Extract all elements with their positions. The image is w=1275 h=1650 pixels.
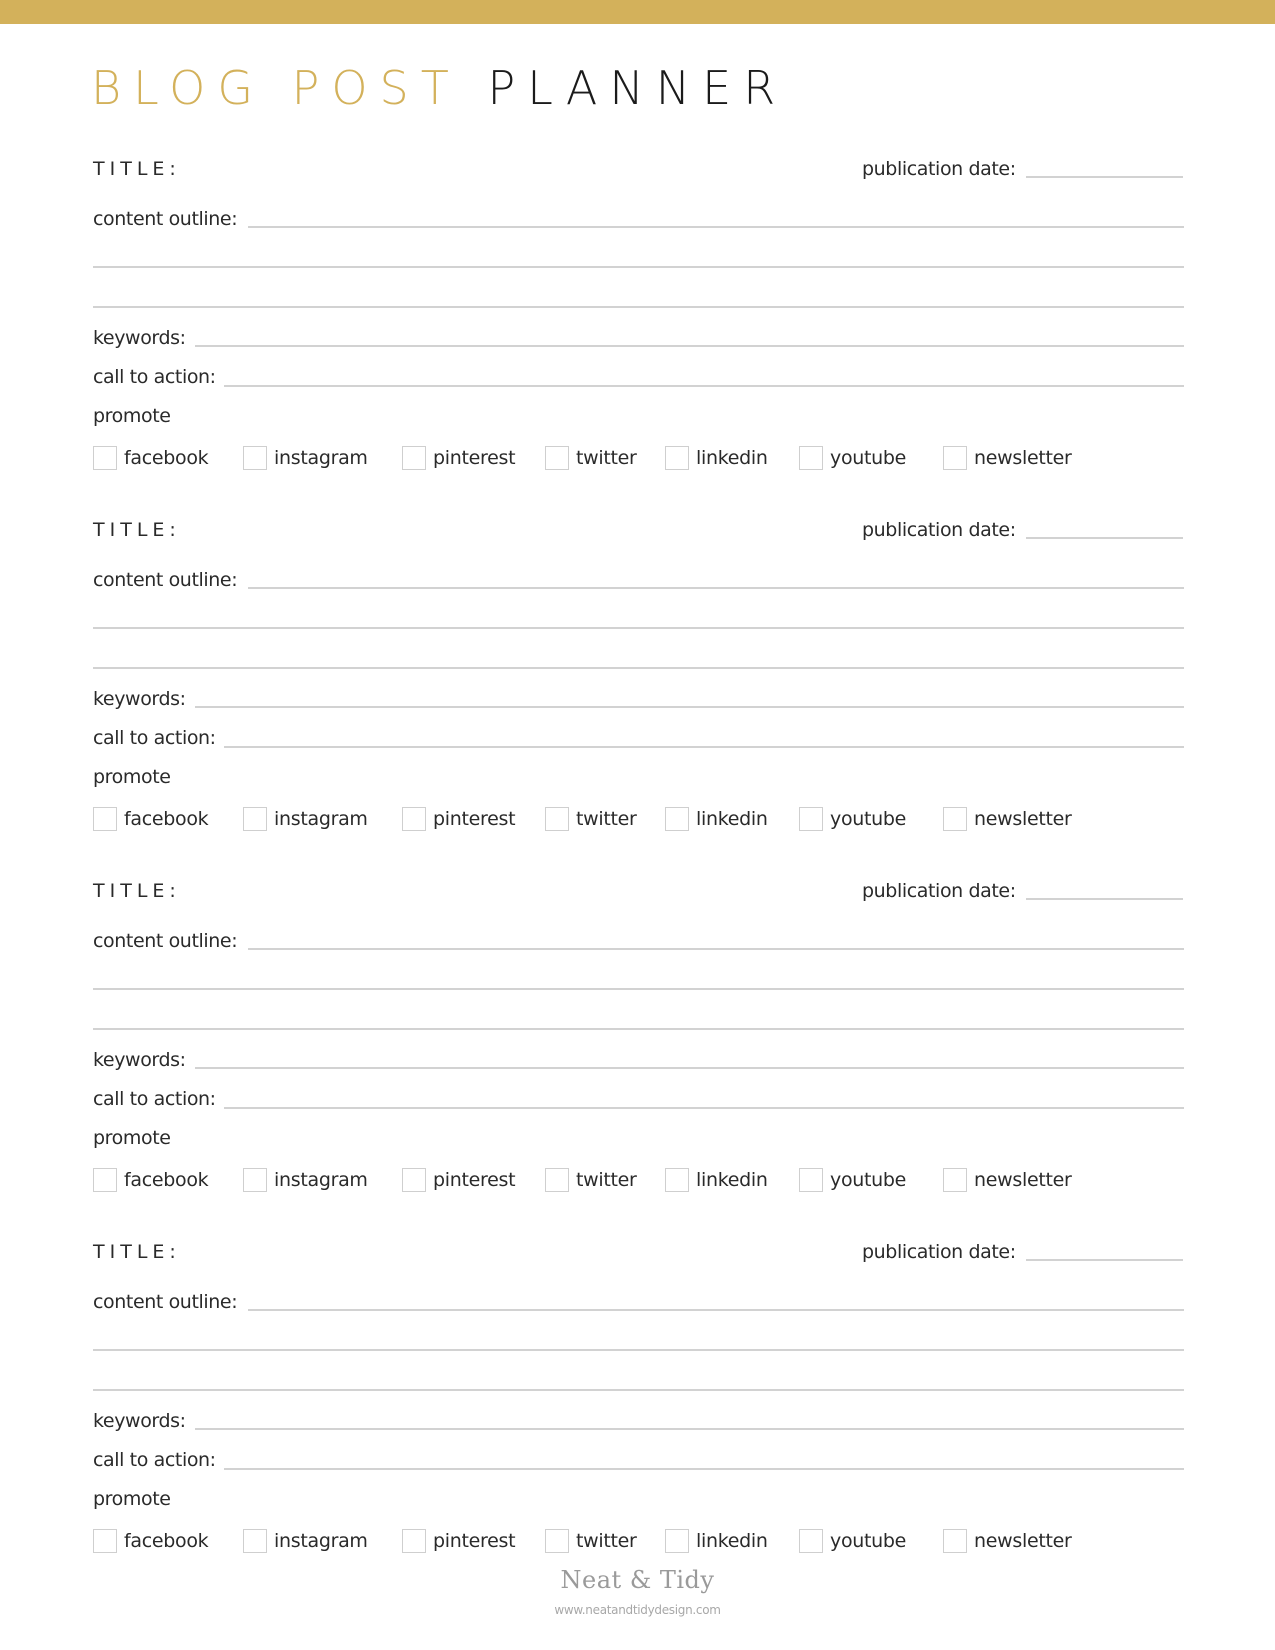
checkbox-youtube[interactable] [799, 1529, 823, 1553]
title-label: TITLE: [93, 1241, 181, 1263]
checkbox-newsletter[interactable] [943, 1529, 967, 1553]
keywords-label: keywords: [93, 327, 186, 349]
keywords-field[interactable] [195, 1428, 1184, 1430]
checkbox-label: facebook [124, 1530, 209, 1552]
checkbox-label: twitter [576, 1530, 637, 1552]
publication-date-field[interactable] [1026, 537, 1183, 539]
checkbox-label: linkedin [696, 1169, 768, 1191]
content-outline-field-2[interactable] [93, 627, 1184, 629]
checkbox-label: instagram [274, 447, 368, 469]
checkbox-label: instagram [274, 1530, 368, 1552]
checkbox-label: facebook [124, 808, 209, 830]
publication-date-field[interactable] [1026, 898, 1183, 900]
promote-label: promote [93, 766, 171, 788]
checkbox-label: pinterest [433, 1169, 516, 1191]
checkbox-label: newsletter [974, 808, 1072, 830]
post-section-2 [0, 361, 1275, 830]
title-label: TITLE: [93, 880, 181, 902]
content-outline-label: content outline: [93, 208, 238, 230]
promote-option-linkedin[interactable] [665, 1527, 768, 1555]
call-to-action-field[interactable] [224, 1468, 1184, 1470]
call-to-action-label: call to action: [93, 366, 216, 388]
keywords-field[interactable] [195, 345, 1184, 347]
promote-option-pinterest[interactable] [402, 1527, 515, 1555]
checkbox-label: linkedin [696, 1530, 768, 1552]
checkbox-label: youtube [830, 808, 907, 830]
footer-url: www.neatandtidydesign.com [554, 1603, 721, 1617]
content-outline-label: content outline: [93, 569, 238, 591]
publication-date-label: publication date: [862, 880, 1016, 902]
content-outline-field-3[interactable] [93, 667, 1184, 669]
checkbox-label: newsletter [974, 447, 1072, 469]
checkbox-label: facebook [124, 447, 209, 469]
post-section-3 [0, 722, 1275, 1191]
publication-date-field[interactable] [1026, 1259, 1183, 1261]
checkbox-label: youtube [830, 1530, 907, 1552]
checkbox-label: pinterest [433, 447, 516, 469]
checkbox-label: twitter [576, 1169, 637, 1191]
content-outline-field-1[interactable] [248, 226, 1184, 228]
checkbox-label: youtube [830, 447, 907, 469]
checkbox-label: instagram [274, 1169, 368, 1191]
publication-date-label: publication date: [862, 1241, 1016, 1263]
post-section-4 [0, 1083, 1275, 1552]
publication-date-label: publication date: [862, 519, 1016, 541]
checkbox-label: instagram [274, 808, 368, 830]
promote-option-newsletter[interactable] [943, 1527, 1072, 1555]
checkbox-instagram[interactable] [243, 1529, 267, 1553]
promote-option-facebook[interactable] [93, 1527, 208, 1555]
content-outline-field-2[interactable] [93, 1349, 1184, 1351]
content-outline-label: content outline: [93, 1291, 238, 1313]
publication-date-field[interactable] [1026, 176, 1183, 178]
call-to-action-label: call to action: [93, 727, 216, 749]
keywords-label: keywords: [93, 688, 186, 710]
keywords-label: keywords: [93, 1049, 186, 1071]
promote-label: promote [93, 405, 171, 427]
checkbox-linkedin[interactable] [665, 1529, 689, 1553]
promote-option-instagram[interactable] [243, 1527, 368, 1555]
checkbox-label: linkedin [696, 447, 768, 469]
checkbox-label: pinterest [433, 1530, 516, 1552]
promote-option-youtube[interactable] [799, 1527, 906, 1555]
promote-label: promote [93, 1127, 171, 1149]
call-to-action-label: call to action: [93, 1088, 216, 1110]
content-outline-field-3[interactable] [93, 1028, 1184, 1030]
promote-label: promote [93, 1488, 171, 1510]
content-outline-field-3[interactable] [93, 1389, 1184, 1391]
content-outline-field-2[interactable] [93, 266, 1184, 268]
checkbox-twitter[interactable] [545, 1529, 569, 1553]
keywords-field[interactable] [195, 1067, 1184, 1069]
checkbox-label: twitter [576, 447, 637, 469]
page-title-part1: BLOG POST [91, 61, 461, 115]
checkbox-label: newsletter [974, 1530, 1072, 1552]
checkbox-label: newsletter [974, 1169, 1072, 1191]
checkbox-pinterest[interactable] [402, 1529, 426, 1553]
content-outline-field-3[interactable] [93, 306, 1184, 308]
keywords-label: keywords: [93, 1410, 186, 1432]
checkbox-label: facebook [124, 1169, 209, 1191]
content-outline-label: content outline: [93, 930, 238, 952]
promote-option-twitter[interactable] [545, 1527, 637, 1555]
call-to-action-label: call to action: [93, 1449, 216, 1471]
checkbox-label: twitter [576, 808, 637, 830]
checkbox-label: pinterest [433, 808, 516, 830]
checkbox-facebook[interactable] [93, 1529, 117, 1553]
title-label: TITLE: [93, 158, 181, 180]
content-outline-field-1[interactable] [248, 1309, 1184, 1311]
keywords-field[interactable] [195, 706, 1184, 708]
title-label: TITLE: [93, 519, 181, 541]
footer-brand: Neat & Tidy [560, 1566, 715, 1594]
content-outline-field-2[interactable] [93, 988, 1184, 990]
publication-date-label: publication date: [862, 158, 1016, 180]
checkbox-label: linkedin [696, 808, 768, 830]
checkbox-label: youtube [830, 1169, 907, 1191]
post-section-1 [0, 0, 1275, 469]
content-outline-field-1[interactable] [248, 587, 1184, 589]
content-outline-field-1[interactable] [248, 948, 1184, 950]
page-title-part2: PLANNER [487, 61, 788, 115]
